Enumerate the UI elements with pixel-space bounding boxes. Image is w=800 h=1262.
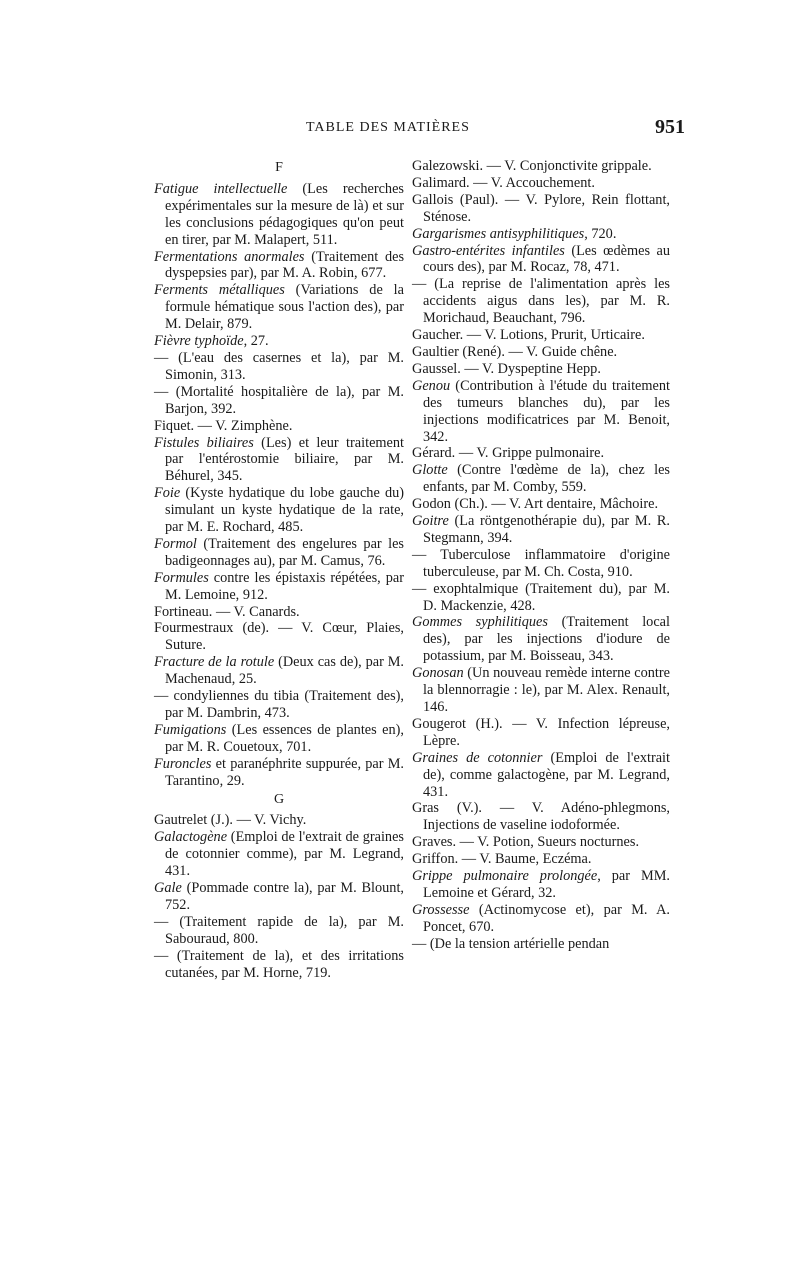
index-entry	[154, 282, 404, 333]
entry-body: Fourmestraux (de). — V. Cœur, Plaies, Suture.	[154, 620, 404, 654]
entry-body: (Traitement des engelures par les badigeonnages au), par M. Camus, 76.	[165, 535, 404, 569]
entry-body: — exophtalmique (Traitement du), par M. D. Mackenzie, 428.	[412, 580, 670, 614]
entry-heading: Goitre	[412, 513, 449, 530]
index-entry	[412, 547, 670, 581]
index-entry	[412, 462, 670, 496]
entry-heading: Galactogène	[154, 829, 228, 846]
entry-body: — (De la tension artérielle pendan	[412, 935, 610, 952]
index-entry	[412, 327, 670, 344]
entry-heading: Fistules biliaires	[154, 434, 254, 451]
index-entry	[412, 158, 670, 175]
index-entry	[154, 756, 404, 790]
index-entry	[154, 688, 404, 722]
entry-body: (Variations de la formule hématique sous l'action des), par M. Delair, 879.	[165, 282, 404, 333]
entry-body: (Contribution à l'étude du traitement des tumeurs blanches du), par les injections modificatrices par M. Benoit, 342.	[423, 377, 670, 445]
entry-body: contre les épistaxis répétées, par M. Lemoine, 912.	[165, 569, 404, 603]
index-entry	[154, 570, 404, 604]
index-entry	[412, 851, 670, 868]
entry-body: , 27.	[243, 333, 269, 350]
index-entry	[412, 902, 670, 936]
entry-heading: Fracture de la rotule	[154, 654, 275, 671]
entry-body: Gras (V.). — V. Adéno-phlegmons, Injections de vaseline iodoformée.	[412, 800, 670, 834]
index-entry	[412, 800, 670, 834]
index-entry	[154, 722, 404, 756]
entry-heading: Gommes syphilitiques	[412, 614, 548, 631]
entry-body: , 720.	[584, 225, 617, 242]
entry-heading: Formules	[154, 569, 209, 586]
entry-body: Gallois (Paul). — V. Pylore, Rein flottant, Sténose.	[412, 191, 670, 225]
entry-body: Fortineau. — V. Canards.	[154, 603, 300, 620]
entry-heading: Grossesse	[412, 901, 470, 918]
index-entry	[154, 880, 404, 914]
entry-heading: Ferments métalliques	[154, 282, 285, 299]
entry-body: (Les essences de plantes en), par M. R. Couetoux, 701.	[165, 721, 404, 755]
index-entry	[412, 665, 670, 716]
entry-heading: Gale	[154, 880, 182, 897]
entry-body: (Kyste hydatique du lobe gauche du) simulant un kyste hydatique de la rate, par M. E. Rochard, 485.	[165, 485, 404, 536]
entry-body: (Emploi de l'extrait de graines de cotonnier comme), par M. Legrand, 431.	[165, 829, 404, 880]
index-entry	[154, 654, 404, 688]
index-entry	[154, 812, 404, 829]
index-entry	[154, 536, 404, 570]
entry-body: Gaucher. — V. Lotions, Prurit, Urticaire.	[412, 327, 645, 344]
entry-body: , par MM. Lemoine et Gérard, 32.	[423, 868, 670, 901]
index-entry	[412, 496, 670, 513]
running-title: TABLE DES MATIÈRES	[306, 120, 470, 135]
index-entry	[412, 936, 670, 953]
entry-body: Gautrelet (J.). — V. Vichy.	[154, 812, 307, 829]
entry-body: (Deux cas de), par M. Machenaud, 25.	[165, 654, 405, 688]
index-entry	[412, 513, 670, 547]
index-entry	[154, 435, 404, 486]
index-entry	[412, 834, 670, 851]
index-entry	[412, 226, 670, 243]
entry-body: — (Traitement rapide de la), par M. Sabouraud, 800.	[154, 913, 404, 947]
entry-body: Fiquet. — V. Zimphène.	[154, 417, 293, 434]
entry-body: (Contre l'œdème de la), chez les enfants, par M. Comby, 559.	[423, 462, 670, 496]
entry-body: Galezowski. — V. Conjonctivite grippale.	[412, 158, 652, 174]
index-entry	[154, 418, 404, 435]
index-entry	[154, 914, 404, 948]
index-entry	[412, 192, 670, 226]
entry-body: (Un nouveau remède interne contre la blennorragie : le), par M. Alex. Renault, 146.	[423, 665, 670, 715]
entry-heading: Foie	[154, 485, 181, 502]
entry-heading: Grippe pulmonaire prolongée	[412, 868, 598, 885]
section-letter: F	[275, 160, 283, 175]
index-entry	[154, 333, 404, 350]
index-entry	[412, 750, 670, 801]
entry-heading: Genou	[412, 377, 451, 394]
entry-heading: Gonosan	[412, 665, 464, 682]
index-entry	[412, 716, 670, 750]
entry-heading: Graines de cotonnier	[412, 749, 543, 766]
entry-body: — (L'eau des casernes et la), par M. Simonin, 313.	[154, 349, 404, 383]
entry-body: (Les œdèmes au cours des), par M. Rocaz, 78, 471.	[423, 242, 670, 276]
index-entry	[412, 175, 670, 192]
index-entry	[154, 384, 404, 418]
entry-body: (La röntgenothérapie du), par M. R. Stegmann, 394.	[423, 513, 670, 546]
entry-body: Gaussel. — V. Dyspeptine Hepp.	[412, 360, 601, 377]
entry-body: (Traitement des dyspepsies par), par M. A. Robin, 677.	[165, 248, 405, 282]
page-number: 951	[655, 116, 685, 138]
entry-heading: Fumigations	[154, 721, 227, 738]
entry-heading: Fatigue intellectuelle	[154, 180, 288, 197]
index-entry	[154, 249, 404, 283]
index-entry	[412, 276, 670, 327]
entry-body: (Les recherches expérimentales sur la mesure de là) et sur les conclusions pédagogiques qu'on peut en tirer, par M. Malapert, 511.	[165, 180, 404, 248]
entry-body: — Tuberculose inflammatoire d'origine tuberculeuse, par M. Ch. Costa, 910.	[412, 546, 670, 580]
entry-body: Gougerot (H.). — V. Infection lépreuse, Lèpre.	[412, 715, 670, 749]
index-entry	[412, 868, 670, 902]
entry-heading: Gastro-entérites infantiles	[412, 242, 565, 259]
index-entry	[154, 350, 404, 384]
index-entry	[154, 620, 404, 654]
entry-body: — condyliennes du tibia (Traitement des), par M. Dambrin, 473.	[154, 688, 404, 721]
entry-body: (Traitement local des), par les injections d'iodure de potassium, par M. Boisseau, 343.	[423, 614, 670, 665]
entry-heading: Fièvre typhoïde	[154, 333, 244, 350]
index-entry	[154, 181, 404, 249]
index-entry	[412, 243, 670, 277]
right-column	[412, 158, 670, 953]
entry-body: Galimard. — V. Accouchement.	[412, 174, 595, 191]
index-entry	[154, 948, 404, 982]
entry-body: — (Traitement de la), et des irritations cutanées, par M. Horne, 719.	[154, 947, 404, 981]
entry-body: (Emploi de l'extrait de), comme galactogène, par M. Legrand, 431.	[423, 749, 670, 800]
entry-heading: Glotte	[412, 462, 448, 479]
entry-body: — (Mortalité hospitalière de la), par M. Barjon, 392.	[154, 383, 404, 417]
entry-heading: Gargarismes antisyphilitiques	[412, 225, 585, 242]
left-column	[154, 158, 404, 982]
entry-body: Griffon. — V. Baume, Eczéma.	[412, 851, 592, 868]
index-entry	[154, 485, 404, 536]
entry-body: (Actinomycose et), par M. A. Poncet, 670.	[423, 901, 670, 935]
entry-body: Godon (Ch.). — V. Art dentaire, Mâchoire.	[412, 496, 659, 513]
entry-body: et paranéphrite suppurée, par M. Tarantino, 29.	[165, 755, 404, 789]
entry-heading: Fermentations anormales	[154, 248, 305, 265]
entry-body: (Les) et leur traitement par l'entérostomie biliaire, par M. Béhurel, 345.	[165, 434, 404, 485]
index-entry	[154, 829, 404, 880]
page-header	[150, 118, 685, 142]
index-entry	[412, 378, 670, 446]
entry-heading: Furoncles	[154, 755, 212, 772]
index-entry	[412, 344, 670, 361]
entry-body: — (La reprise de l'alimentation après les accidents aigus dans les), par M. R. Morichaud, Beauchant, 796.	[412, 276, 670, 327]
index-entry	[412, 445, 670, 462]
entry-body: Gaultier (René). — V. Guide chêne.	[412, 343, 618, 360]
section-letter: G	[273, 791, 285, 807]
index-entry	[154, 604, 404, 621]
index-entry	[412, 581, 670, 615]
index-entry	[412, 614, 670, 665]
entry-body: Gérard. — V. Grippe pulmonaire.	[412, 445, 605, 462]
entry-heading: Formol	[154, 535, 197, 552]
index-entry	[412, 361, 670, 378]
entry-body: Graves. — V. Potion, Sueurs nocturnes.	[412, 834, 640, 851]
entry-body: (Pommade contre la), par M. Blount, 752.	[165, 880, 404, 913]
